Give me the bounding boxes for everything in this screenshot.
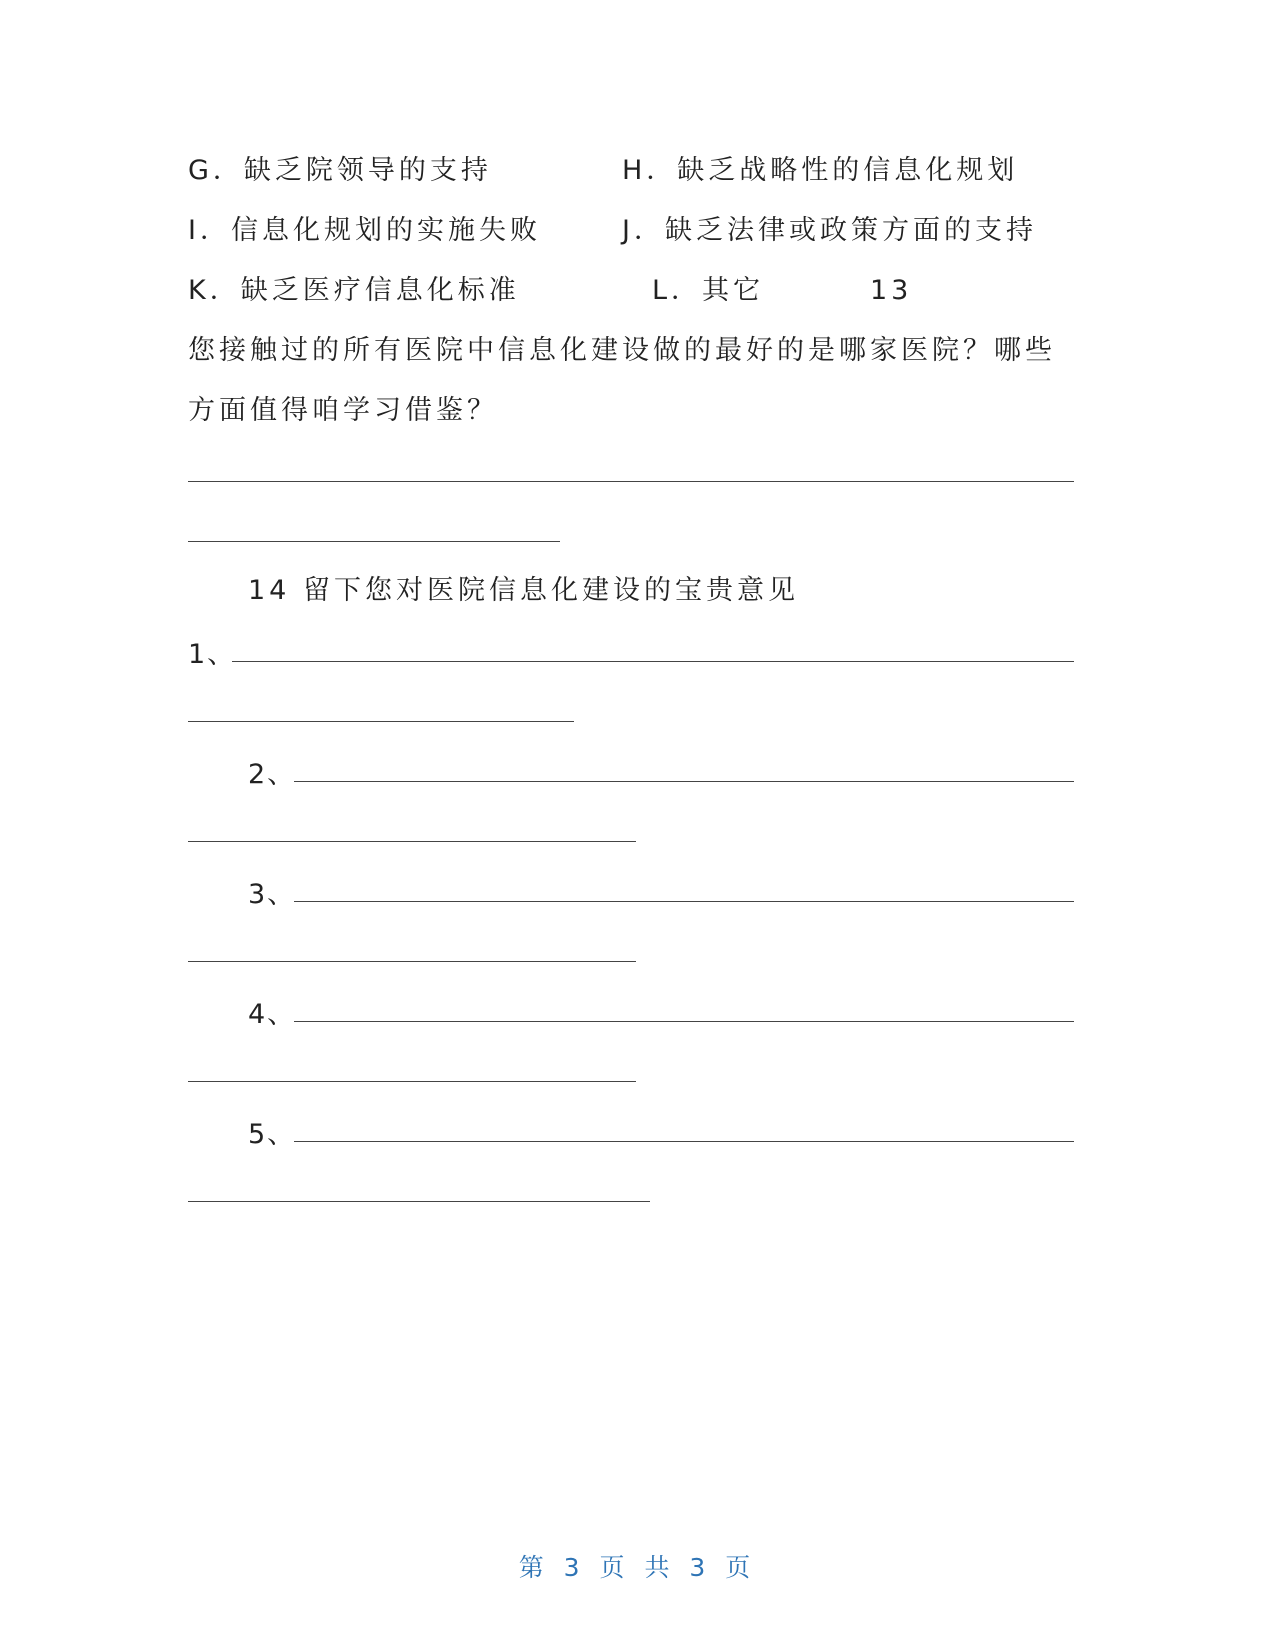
- page-footer: 第 3 页 共 3 页: [518, 1553, 757, 1582]
- answer-line[interactable]: [188, 961, 636, 962]
- item-number: 4、: [248, 999, 297, 1030]
- option-k: K．缺乏医疗信息化标准: [188, 275, 520, 306]
- item-number: 5、: [248, 1119, 297, 1150]
- answer-line[interactable]: [294, 1141, 1074, 1142]
- answer-line[interactable]: [294, 901, 1074, 902]
- answer-line[interactable]: [188, 1081, 636, 1082]
- option-l: L．其它: [652, 275, 765, 306]
- item-number: 3、: [248, 879, 297, 910]
- option-j: J．缺乏法律或政策方面的支持: [622, 215, 1037, 246]
- question-14-title: 14 留下您对医院信息化建设的宝贵意见: [248, 575, 799, 606]
- answer-line[interactable]: [188, 1201, 650, 1202]
- option-h: H．缺乏战略性的信息化规划: [622, 155, 1019, 186]
- question-13-line-1: 您接触过的所有医院中信息化建设做的最好的是哪家医院？哪些: [188, 335, 1056, 366]
- answer-line[interactable]: [188, 541, 560, 542]
- option-i: I．信息化规划的实施失败: [188, 215, 541, 246]
- answer-line[interactable]: [294, 781, 1074, 782]
- option-g: G．缺乏院领导的支持: [188, 155, 492, 186]
- question-13-line-2: 方面值得咱学习借鉴？: [188, 395, 498, 426]
- answer-line[interactable]: [188, 481, 1074, 482]
- answer-line[interactable]: [294, 1021, 1074, 1022]
- question-number-13: 13: [870, 275, 913, 306]
- answer-line[interactable]: [188, 721, 574, 722]
- answer-line[interactable]: [188, 841, 636, 842]
- answer-line[interactable]: [232, 661, 1074, 662]
- item-number: 2、: [248, 759, 297, 790]
- item-number: 1、: [188, 639, 237, 670]
